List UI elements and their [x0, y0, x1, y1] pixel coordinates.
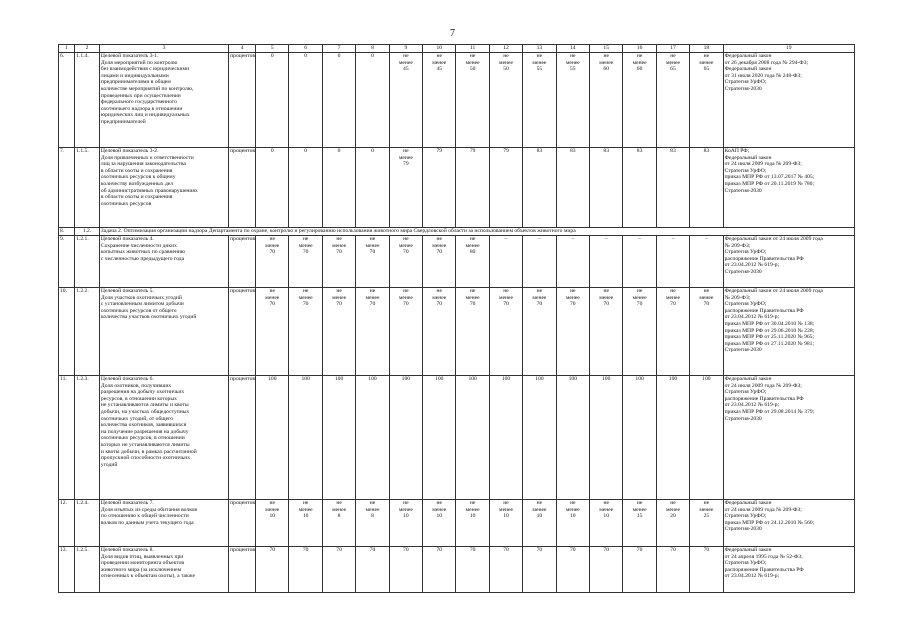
target-value-cell: 83	[623, 148, 656, 228]
column-number-cell: 9	[389, 45, 422, 53]
target-value-cell: –	[556, 236, 589, 288]
target-value-cell: 70	[389, 547, 422, 593]
target-value-cell: 70	[556, 547, 589, 593]
row-code-cell: 1.1.5.	[75, 148, 100, 228]
legal-source-cell: Федеральный закон от 24 июля 2009 года № 209-ФЗ; Стратегия УрФО; распоряжение Правительства РФ от 23.04.2012 № 619-р; приказ МПР РФ от 30.04.2010 № 138; приказ МПР РФ от 29.06.2010 № 228; приказ МПР РФ от 25.11.2020 № 965; приказ МПР РФ от 27.11.2020 № 981; Стратегия-2030	[723, 288, 854, 376]
indicator-row	[59, 53, 855, 148]
target-value-cell: 100	[256, 376, 289, 500]
column-number-cell: 16	[623, 45, 656, 53]
row-code-cell: 1.2.2.	[75, 288, 100, 376]
target-value-cell: 0	[256, 148, 289, 228]
target-value-cell: 83	[523, 148, 556, 228]
target-value-cell: не менее 50	[456, 53, 489, 148]
target-value-cell: не менее 70	[690, 288, 723, 376]
target-value-cell: не менее 79	[389, 148, 422, 228]
target-value-cell: не менее 70	[322, 288, 355, 376]
target-value-cell: не менее 70	[423, 236, 456, 288]
column-number-cell: 17	[656, 45, 689, 53]
target-value-cell: не менее 25	[690, 500, 723, 547]
target-value-cell: не менее 70	[289, 288, 322, 376]
column-number-cell: 12	[489, 45, 522, 53]
indicator-name-cell: Целевой показатель 6. Доля охотников, получивших разрешения на добычу охотничьих ресурсов, в отношении которых не устанавливаются лимиты и квоты добычи, на участках общедоступных охотничьих угодий, от общего количества охотников, заявившихся на получение разрешения на добычу охотничьих ресурсов, в отношении которых не устанавливаются лимиты и квоты добычи, в рамках рассчитанной пропускной способности охотничьих угодий	[99, 376, 228, 500]
target-value-cell: 70	[690, 547, 723, 593]
row-number-cell: 12.	[59, 500, 75, 547]
legal-source-cell: Федеральный закон от 26 декабря 2008 года № 294-ФЗ; Федеральный закон от 31 июля 2020 года № 248-ФЗ; Стратегия УрФО; Стратегия-2030	[723, 53, 854, 148]
target-value-cell: не менее 8	[322, 500, 355, 547]
target-value-cell: 100	[489, 376, 522, 500]
target-value-cell: 100	[656, 376, 689, 500]
indicator-name-cell: Целевой показатель 4. Сохранение численности диких копытных животных по сравнению с численностью предыдущего года	[99, 236, 228, 288]
row-code-cell: 1.2.1.	[75, 236, 100, 288]
target-value-cell: 70	[523, 547, 556, 593]
target-value-cell: не менее 70	[656, 288, 689, 376]
indicator-row	[59, 236, 855, 288]
unit-cell: процентов	[229, 547, 256, 593]
target-value-cell: не менее 70	[556, 288, 589, 376]
target-value-cell: 100	[322, 376, 355, 500]
unit-cell: процентов	[229, 376, 256, 500]
indicator-name-cell: Целевой показатель 3-1. Доля мероприятий по контролю без взаимодействия с юридическими лицами и индивидуальными предпринимателями в общем количестве мероприятий по контролю, проведенных при осуществлении федерального государственного охотничьего надзора в отношении юридических лиц и индивидуальных предпринимателей	[99, 53, 228, 148]
target-value-cell: 0	[256, 53, 289, 148]
column-number-cell: 4	[229, 45, 256, 53]
target-value-cell: не менее 10	[256, 500, 289, 547]
target-value-cell: не менее 10	[489, 500, 522, 547]
column-number-cell: 8	[356, 45, 389, 53]
target-value-cell: не менее 60	[590, 53, 623, 148]
target-value-cell: не менее 70	[623, 288, 656, 376]
target-value-cell: не менее 10	[590, 500, 623, 547]
target-value-cell: 0	[322, 148, 355, 228]
target-value-cell: не менее 70	[356, 236, 389, 288]
target-value-cell: 70	[623, 547, 656, 593]
target-value-cell: не менее 50	[489, 53, 522, 148]
target-value-cell: не менее 70	[322, 236, 355, 288]
target-value-cell: 83	[556, 148, 589, 228]
column-number-cell: 6	[289, 45, 322, 53]
target-value-cell: 70	[256, 547, 289, 593]
target-value-cell: не менее 80	[456, 236, 489, 288]
indicator-row	[59, 288, 855, 376]
target-value-cell: 83	[656, 148, 689, 228]
target-value-cell: 79	[456, 148, 489, 228]
target-value-cell: не менее 60	[623, 53, 656, 148]
target-value-cell: не менее 20	[656, 500, 689, 547]
target-value-cell: 100	[690, 376, 723, 500]
target-value-cell: 79	[423, 148, 456, 228]
column-number-cell: 13	[523, 45, 556, 53]
row-number-cell: 6.	[59, 53, 75, 148]
unit-cell: процентов	[229, 236, 256, 288]
target-value-cell: 83	[690, 148, 723, 228]
column-number-cell: 14	[556, 45, 589, 53]
row-number-cell: 7.	[59, 148, 75, 228]
indicator-row	[59, 148, 855, 228]
column-number-cell: 5	[256, 45, 289, 53]
target-value-cell: 70	[489, 547, 522, 593]
target-value-cell: 70	[456, 547, 489, 593]
target-value-cell: 70	[356, 547, 389, 593]
task-row	[59, 228, 855, 236]
legal-source-cell: КоАП РФ; Федеральный закон от 24 июля 2009 года № 209-ФЗ; Стратегия УрФО; приказ МПР РФ от 13.07.2017 № 405; приказ МПР РФ от 20.11.2019 № 780; Стратегия-2030	[723, 148, 854, 228]
target-value-cell: не менее 70	[489, 288, 522, 376]
unit-cell: процентов	[229, 53, 256, 148]
target-value-cell: –	[656, 236, 689, 288]
target-value-cell: 100	[523, 376, 556, 500]
target-value-cell: 70	[656, 547, 689, 593]
column-number-cell: 3	[99, 45, 228, 53]
target-value-cell: не менее 70	[289, 236, 322, 288]
column-number-cell: 18	[690, 45, 723, 53]
indicator-name-cell: Целевой показатель 7. Доля изъятых из среды обитания волков по отношению к общей численности волков по данным учета текущего года	[99, 500, 228, 547]
target-value-cell: 100	[389, 376, 422, 500]
target-value-cell: 70	[423, 547, 456, 593]
target-value-cell: 100	[356, 376, 389, 500]
indicator-name-cell: Целевой показатель 5. Доля участков охотничьих угодий с установленным лимитом добычи охотничьих ресурсов от общего количества участков охотничьих угодий	[99, 288, 228, 376]
target-value-cell: 70	[590, 547, 623, 593]
target-value-cell: не менее 65	[656, 53, 689, 148]
indicator-row	[59, 547, 855, 593]
target-value-cell: не менее 70	[423, 288, 456, 376]
row-code-cell: 1.2.3.	[75, 376, 100, 500]
target-value-cell: не менее 10	[456, 500, 489, 547]
target-value-cell: 0	[356, 148, 389, 228]
target-value-cell: не менее 15	[623, 500, 656, 547]
target-value-cell: не менее 10	[389, 500, 422, 547]
column-number-cell: 10	[423, 45, 456, 53]
target-value-cell: не менее 8	[356, 500, 389, 547]
target-value-cell: 70	[322, 547, 355, 593]
target-value-cell: не менее 65	[690, 53, 723, 148]
target-value-cell: 0	[289, 148, 322, 228]
legal-source-cell: Федеральный закон от 24 июля 2009 года № 209-ФЗ; Стратегия УрФО; приказ МПР РФ от 24.12.2010 № 560; Стратегия-2030	[723, 500, 854, 547]
target-value-cell: не менее 55	[556, 53, 589, 148]
target-value-cell: не менее 10	[289, 500, 322, 547]
page-number: 7	[450, 28, 455, 39]
target-value-cell: 83	[590, 148, 623, 228]
target-value-cell: не менее 70	[456, 288, 489, 376]
target-value-cell: 70	[289, 547, 322, 593]
legal-source-cell: Федеральный закон от 24 июля 2009 года № 209-ФЗ; Стратегия УрФО; распоряжение Правительства РФ от 23.04.2012 № 619-р; приказ МПР РФ от 29.08.2014 № 379; Стратегия-2030	[723, 376, 854, 500]
indicator-row	[59, 376, 855, 500]
target-value-cell: 79	[489, 148, 522, 228]
target-value-cell: не менее 70	[590, 288, 623, 376]
target-value-cell: не менее 70	[389, 236, 422, 288]
indicator-row	[59, 500, 855, 547]
indicator-name-cell: Целевой показатель 3-2. Доля привлеченных к ответственности лиц за нарушения законодательства в области охоты и сохранения охотничьих ресурсов к общему количеству возбужденных дел об административных правонарушениях в области охоты и сохранения охотничьих ресурсов	[99, 148, 228, 228]
target-value-cell: не менее 55	[523, 53, 556, 148]
column-number-cell: 7	[322, 45, 355, 53]
legal-source-cell: Федеральный закон от 24 июля 2009 года № 209-ФЗ; Стратегия УрФО; распоряжение Правительства РФ от 23.04.2012 № 619-р; Стратегия-2030	[723, 236, 854, 288]
row-number-cell: 11.	[59, 376, 75, 500]
row-code-cell: 1.1.4.	[75, 53, 100, 148]
target-value-cell: 0	[322, 53, 355, 148]
indicators-table	[58, 44, 855, 593]
column-number-cell: 11	[456, 45, 489, 53]
row-code-cell: 1.2.4.	[75, 500, 100, 547]
target-value-cell: не менее 70	[256, 236, 289, 288]
target-value-cell: не менее 70	[523, 288, 556, 376]
legal-source-cell: Федеральный закон от 24 апреля 1995 года № 52-ФЗ; Стратегия УрФО; распоряжение Правительства РФ от 23.04.2012 № 619-р;	[723, 547, 854, 593]
row-code-cell: 1.2.	[75, 228, 100, 236]
indicator-name-cell: Целевой показатель 8. Доля видов птиц, выявленных при проведении мониторинга объектов животного мира (за исключением отнесенных к объектам охоты), а также	[99, 547, 228, 593]
column-number-cell: 1	[59, 45, 75, 53]
target-value-cell: –	[623, 236, 656, 288]
column-number-cell: 15	[590, 45, 623, 53]
target-value-cell: не менее 45	[389, 53, 422, 148]
target-value-cell: 100	[623, 376, 656, 500]
target-value-cell: не менее 45	[423, 53, 456, 148]
target-value-cell: не менее 70	[256, 288, 289, 376]
row-number-cell: 9.	[59, 236, 75, 288]
target-value-cell: 100	[456, 376, 489, 500]
target-value-cell: 100	[556, 376, 589, 500]
target-value-cell: не менее 10	[523, 500, 556, 547]
unit-cell: процентов	[229, 500, 256, 547]
unit-cell: процентов	[229, 288, 256, 376]
target-value-cell: не менее 70	[389, 288, 422, 376]
column-number-cell: 2	[75, 45, 100, 53]
row-code-cell: 1.2.5.	[75, 547, 100, 593]
target-value-cell: 100	[590, 376, 623, 500]
target-value-cell: –	[489, 236, 522, 288]
target-value-cell: не менее 10	[556, 500, 589, 547]
target-value-cell: не менее 10	[423, 500, 456, 547]
target-value-cell: 100	[289, 376, 322, 500]
row-number-cell: 8.	[59, 228, 75, 236]
target-value-cell: 100	[423, 376, 456, 500]
unit-cell: процентов	[229, 148, 256, 228]
target-value-cell: –	[523, 236, 556, 288]
task-title-cell: Задача 2. Оптимизация организации надзора Департамента по охране, контролю и регулированию использования животного мира Свердловской области за использованием объектов животного мира	[99, 228, 854, 236]
target-value-cell: 0	[289, 53, 322, 148]
target-value-cell: –	[690, 236, 723, 288]
target-value-cell: не менее 70	[356, 288, 389, 376]
column-number-row	[59, 45, 855, 53]
row-number-cell: 13.	[59, 547, 75, 593]
row-number-cell: 10.	[59, 288, 75, 376]
target-value-cell: –	[590, 236, 623, 288]
target-value-cell: 0	[356, 53, 389, 148]
column-number-cell: 19	[723, 45, 854, 53]
